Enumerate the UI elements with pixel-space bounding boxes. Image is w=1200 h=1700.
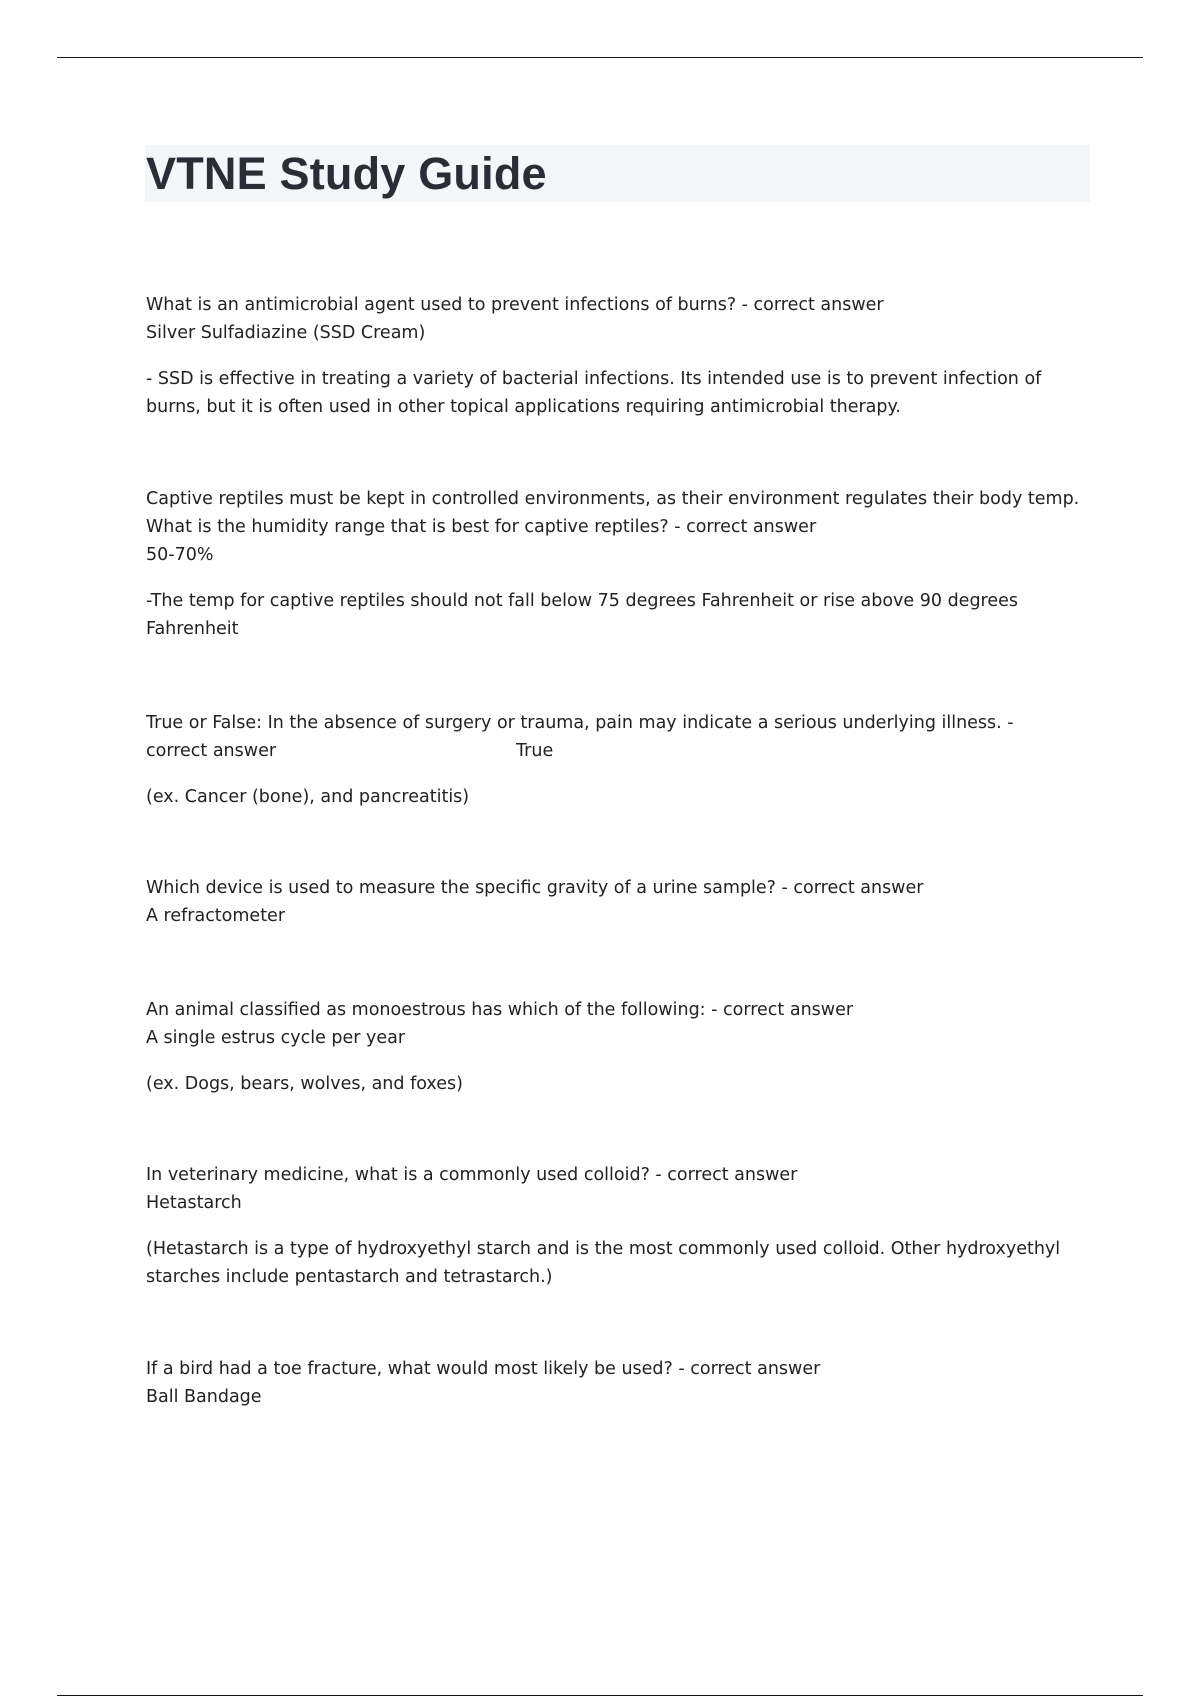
answer-note: (Hetastarch is a type of hydroxyethyl starch and is the most commonly used colloid. Other hydroxyethyl starches include pentastarch and tetrastarch.) bbox=[146, 1239, 1061, 1287]
answer-note: - SSD is effective in treating a variety of bacterial infections. Its intended use is to prevent infection of burns, but it is often used in other topical applications requiring antimicrobial therapy. bbox=[146, 369, 1042, 417]
question-tail: correct answer bbox=[146, 741, 277, 761]
answer: Ball Bandage bbox=[146, 1387, 262, 1407]
answer-note: (ex. Dogs, bears, wolves, and foxes) bbox=[146, 1074, 463, 1094]
qa-entry-7 bbox=[146, 1355, 1096, 1411]
question-continued bbox=[146, 737, 1096, 765]
answer: A single estrus cycle per year bbox=[146, 1028, 406, 1048]
question: In veterinary medicine, what is a commonly used colloid? - correct answer bbox=[146, 1165, 798, 1185]
answer: Hetastarch bbox=[146, 1193, 242, 1213]
top-rule bbox=[57, 57, 1143, 58]
qa-entry-6 bbox=[146, 1161, 1096, 1291]
answer: Silver Sulfadiazine (SSD Cream) bbox=[146, 323, 426, 343]
answer-note: (ex. Cancer (bone), and pancreatitis) bbox=[146, 787, 470, 807]
answer-note: -The temp for captive reptiles should not fall below 75 degrees Fahrenheit or rise above 90 degrees Fahrenheit bbox=[146, 591, 1019, 639]
question: An animal classified as monoestrous has which of the following: - correct answer bbox=[146, 1000, 854, 1020]
answer: 50-70% bbox=[146, 545, 214, 565]
qa-entry-2 bbox=[146, 485, 1096, 643]
answer: A refractometer bbox=[146, 906, 286, 926]
qa-entry-4 bbox=[146, 874, 1096, 930]
question: Captive reptiles must be kept in controlled environments, as their environment regulates their body temp. What is the humidity range that is best for captive reptiles? - correct answer bbox=[146, 489, 1080, 537]
question: If a bird had a toe fracture, what would most likely be used? - correct answer bbox=[146, 1359, 821, 1379]
qa-entry-5 bbox=[146, 996, 1096, 1098]
question: What is an antimicrobial agent used to prevent infections of burns? - correct answer bbox=[146, 295, 884, 315]
bottom-rule bbox=[57, 1695, 1143, 1696]
question: Which device is used to measure the specific gravity of a urine sample? - correct answer bbox=[146, 878, 924, 898]
qa-entry-1 bbox=[146, 291, 1096, 421]
page-title: VTNE Study Guide bbox=[146, 148, 547, 199]
question: True or False: In the absence of surgery or trauma, pain may indicate a serious underlying illness. - bbox=[146, 713, 1014, 733]
answer: True bbox=[516, 741, 554, 761]
qa-entry-3 bbox=[146, 709, 1096, 811]
